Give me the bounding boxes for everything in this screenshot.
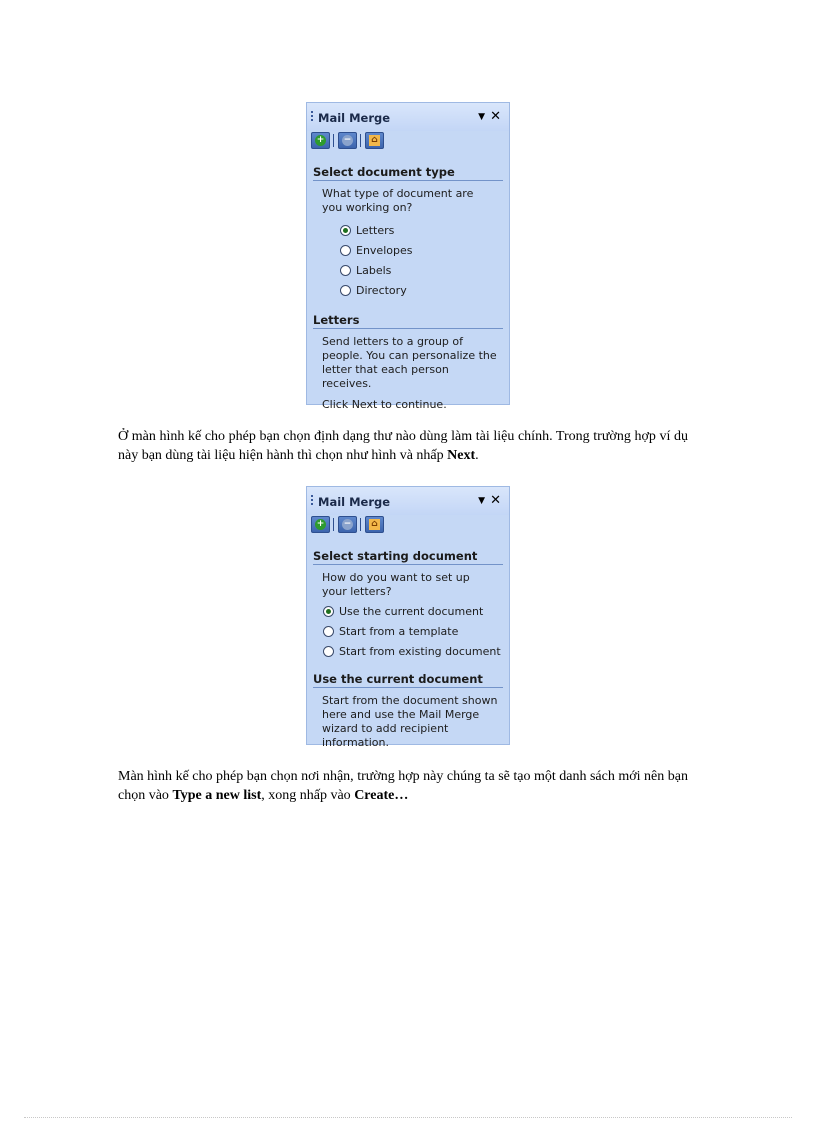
radio-button[interactable] [340,265,351,276]
next-circle-icon: + [316,519,325,529]
radio-option[interactable] [313,281,503,301]
next-button[interactable] [311,516,330,533]
section-heading: Letters [313,313,503,329]
panel-description: Send letters to a group of people. You can personalize the letter that each person receives. [322,335,497,390]
paragraph-end: . [475,448,479,463]
home-button[interactable] [365,516,384,533]
radio-label: Start from a template [339,625,459,638]
bold-term: Create… [354,788,409,803]
bold-term: Next [447,448,476,463]
radio-option[interactable] [313,642,503,662]
radio-option[interactable] [313,622,503,642]
radio-label: Use the current document [339,605,484,618]
next-button[interactable] [311,132,330,149]
back-circle-icon: − [343,135,352,145]
radio-option[interactable] [313,241,503,261]
close-icon[interactable]: ✕ [490,109,501,124]
bold-term: Type a new list [172,788,262,803]
radio-button[interactable] [340,285,351,296]
body-paragraph [118,767,688,805]
panel-title: Mail Merge [318,495,391,509]
radio-button[interactable] [323,606,334,617]
next-circle-icon: + [316,135,325,145]
close-icon[interactable]: ✕ [490,493,501,508]
panel-question: How do you want to set up your letters? [322,571,470,598]
home-button[interactable] [365,132,384,149]
panel-toolbar [307,131,509,151]
panel-titlebar [307,103,509,131]
dropdown-arrow-icon[interactable]: ▼ [478,112,485,122]
page-footer-rule [24,1117,792,1118]
mail-merge-panel-step1 [306,102,510,411]
radio-button[interactable] [323,646,334,657]
mail-merge-panel-step2 [306,486,510,749]
section-heading: Select starting document [313,549,503,565]
section-heading: Select document type [313,165,503,181]
radio-label: Directory [356,284,407,297]
radio-option[interactable] [313,602,503,622]
home-icon: ⌂ [369,135,380,146]
back-circle-icon: − [343,519,352,529]
radio-option[interactable] [313,261,503,281]
back-button[interactable] [338,132,357,149]
panel-question: What type of document are you working on? [322,187,474,214]
paragraph-text: , xong nhấp vào [261,788,355,803]
paragraph-text: Ở màn hình kế cho phép bạn chọn định dạng thư nào dùng làm tài liệu chính. Trong trường hợp ví dụ này bạn dùng tài liệu hiện hành thì chọn như hình và nhấp [118,429,688,463]
panel-toolbar [307,515,509,535]
panel-hint: Click Next to continue. [322,398,447,411]
dropdown-arrow-icon[interactable]: ▼ [478,496,485,506]
panel-description: Start from the document shown here and use the Mail Merge wizard to add recipient information. [322,694,498,749]
back-button[interactable] [338,516,357,533]
radio-option[interactable] [313,221,503,241]
drag-grip-icon[interactable] [311,111,313,123]
radio-label: Start from existing document [339,645,501,658]
drag-grip-icon[interactable] [311,495,313,507]
panel-titlebar [307,487,509,515]
section-heading: Use the current document [313,672,503,688]
radio-button[interactable] [340,225,351,236]
radio-button[interactable] [323,626,334,637]
panel-title: Mail Merge [318,111,391,125]
radio-button[interactable] [340,245,351,256]
radio-label: Envelopes [356,244,413,257]
body-paragraph [118,427,688,465]
radio-label: Letters [356,224,395,237]
paragraph-text: Màn hình kế cho phép bạn chọn nơi nhận, trường hợp này chúng ta sẽ tạo một danh sách mới nên bạn chọn vào [118,769,688,803]
radio-label: Labels [356,264,392,277]
home-icon: ⌂ [369,519,380,530]
